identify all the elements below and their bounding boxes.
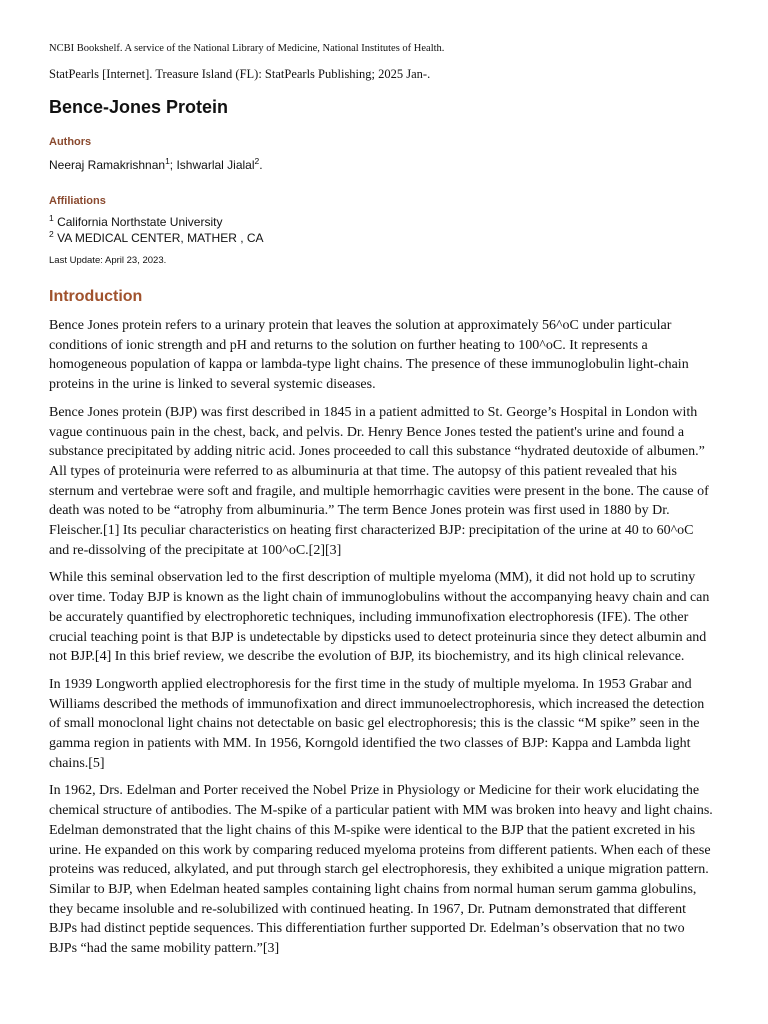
affiliation-1-number: 1 — [49, 213, 54, 223]
authors-end: . — [259, 158, 263, 172]
authors-separator: ; — [169, 158, 177, 172]
last-update: Last Update: April 23, 2023. — [49, 255, 167, 266]
intro-paragraph-4: In 1939 Longworth applied electrophoresis for the first time in the study of multiple myeloma. In 1953 Grabar and Williams described the methods of immunofixation and direct immunoelectrophoresis, which increased the detection of small monoclonal light chains not detectable on basic gel electrophoresis; this is the classic “M spike” seen in the gamma region in patients with MM. In 1956, Korngold identified the two classes of BJP: Kappa and Lambda light chains.[5] — [49, 676, 705, 771]
affiliation-2 — [49, 230, 713, 246]
author-1-affiliation-ref[interactable]: 1 — [165, 156, 170, 166]
author-link-2[interactable]: Ishwarlal Jialal — [176, 158, 255, 172]
authors-label: Authors — [49, 136, 92, 148]
document-page — [49, 42, 713, 959]
page-title: Bence-Jones Protein — [49, 97, 229, 117]
affiliation-1 — [49, 214, 713, 230]
affiliation-1-text: California Northstate University — [57, 215, 223, 229]
bookshelf-header: NCBI Bookshelf. A service of the National Library of Medicine, National Institutes of Health. — [49, 43, 445, 54]
author-2-affiliation-ref[interactable]: 2 — [254, 156, 260, 166]
affiliation-2-text: VA MEDICAL CENTER, MATHER , CA — [57, 231, 264, 245]
author-link-1[interactable]: Neeraj Ramakrishnan — [49, 158, 166, 172]
intro-paragraph-1: Bence Jones protein refers to a urinary protein that leaves the solution at approximately 56^oC under particular conditions of ionic strength and pH and returns to the solution on further heating to 100^oC. It represents a homogeneous population of kappa or lambda-type light chains. The presence of these immunoglobulin light-chain proteins in the urine is linked to several systemic diseases. — [49, 318, 689, 393]
introduction-heading: Introduction — [49, 288, 143, 305]
affiliation-2-number: 2 — [49, 229, 54, 239]
intro-paragraph-5: In 1962, Drs. Edelman and Porter received the Nobel Prize in Physiology or Medicine for their work elucidating the chemical structure of antibodies. The M-spike of a particular patient with MM was broken into heavy and light chains. Edelman demonstrated that the light chains of this M-spike were identical to the BJP that the patient excreted in his urine. He expanded on this work by comparing reduced myeloma proteins from different patients. When each of these proteins was reduced, alkylated, and put through starch gel electrophoresis, they exhibited a unique migration pattern. Similar to BJP, when Edelman heated samples containing light chains from normal human serum gamma globulins, they became insoluble and re-solubilized with continued heating. In 1967, Dr. Putnam demonstrated that different BJPs had distinct peptide sequences. This differentiation further supported Dr. Edelman’s observation that no two BJPs “had the same mobility pattern.”[3] — [49, 783, 713, 957]
citation-line: StatPearls [Internet]. Treasure Island (FL): StatPearls Publishing; 2025 Jan-. — [49, 67, 431, 81]
intro-paragraph-3: While this seminal observation led to the first description of multiple myeloma (MM), it did not hold up to scrutiny over time. Today BJP is known as the light chain of immunoglobulins without the accompanying heavy chain and can be accurately quantified by electrophoretic techniques, including immunofixation electrophoresis (IFE). The other crucial teaching point is that BJP is undetectable by dipsticks used to detect proteinuria since they detect albumin and not BJP.[4] In this brief review, we describe the evolution of BJP, its biochemistry, and its high clinical relevance. — [49, 570, 710, 665]
authors-line — [49, 157, 713, 173]
affiliations-label: Affiliations — [49, 195, 106, 207]
intro-paragraph-2: Bence Jones protein (BJP) was first described in 1845 in a patient admitted to St. George’s Hospital in London with vague continuous pain in the chest, back, and pelvis. Dr. Henry Bence Jones tested the patient's urine and found a substance precipitated by adding nitric acid. Jones proceeded to call this substance “hydrated deutoxide of albumen.” All types of proteinuria were referred to as albuminuria at that time. The autopsy of this patient revealed that his sternum and vertebrae were soft and fragile, and multiple hemorrhagic cavities were present in the bone. The cause of death was noted to be “atrophy from albuminuria.” The term Bence Jones protein was first used in 1880 by Dr. Fleischer.[1] Its peculiar characteristics on heating first characterized BJP: precipitation of the urine at 40 to 60^oC and re-dissolving of the precipitate at 100^oC.[2][3] — [49, 404, 709, 558]
